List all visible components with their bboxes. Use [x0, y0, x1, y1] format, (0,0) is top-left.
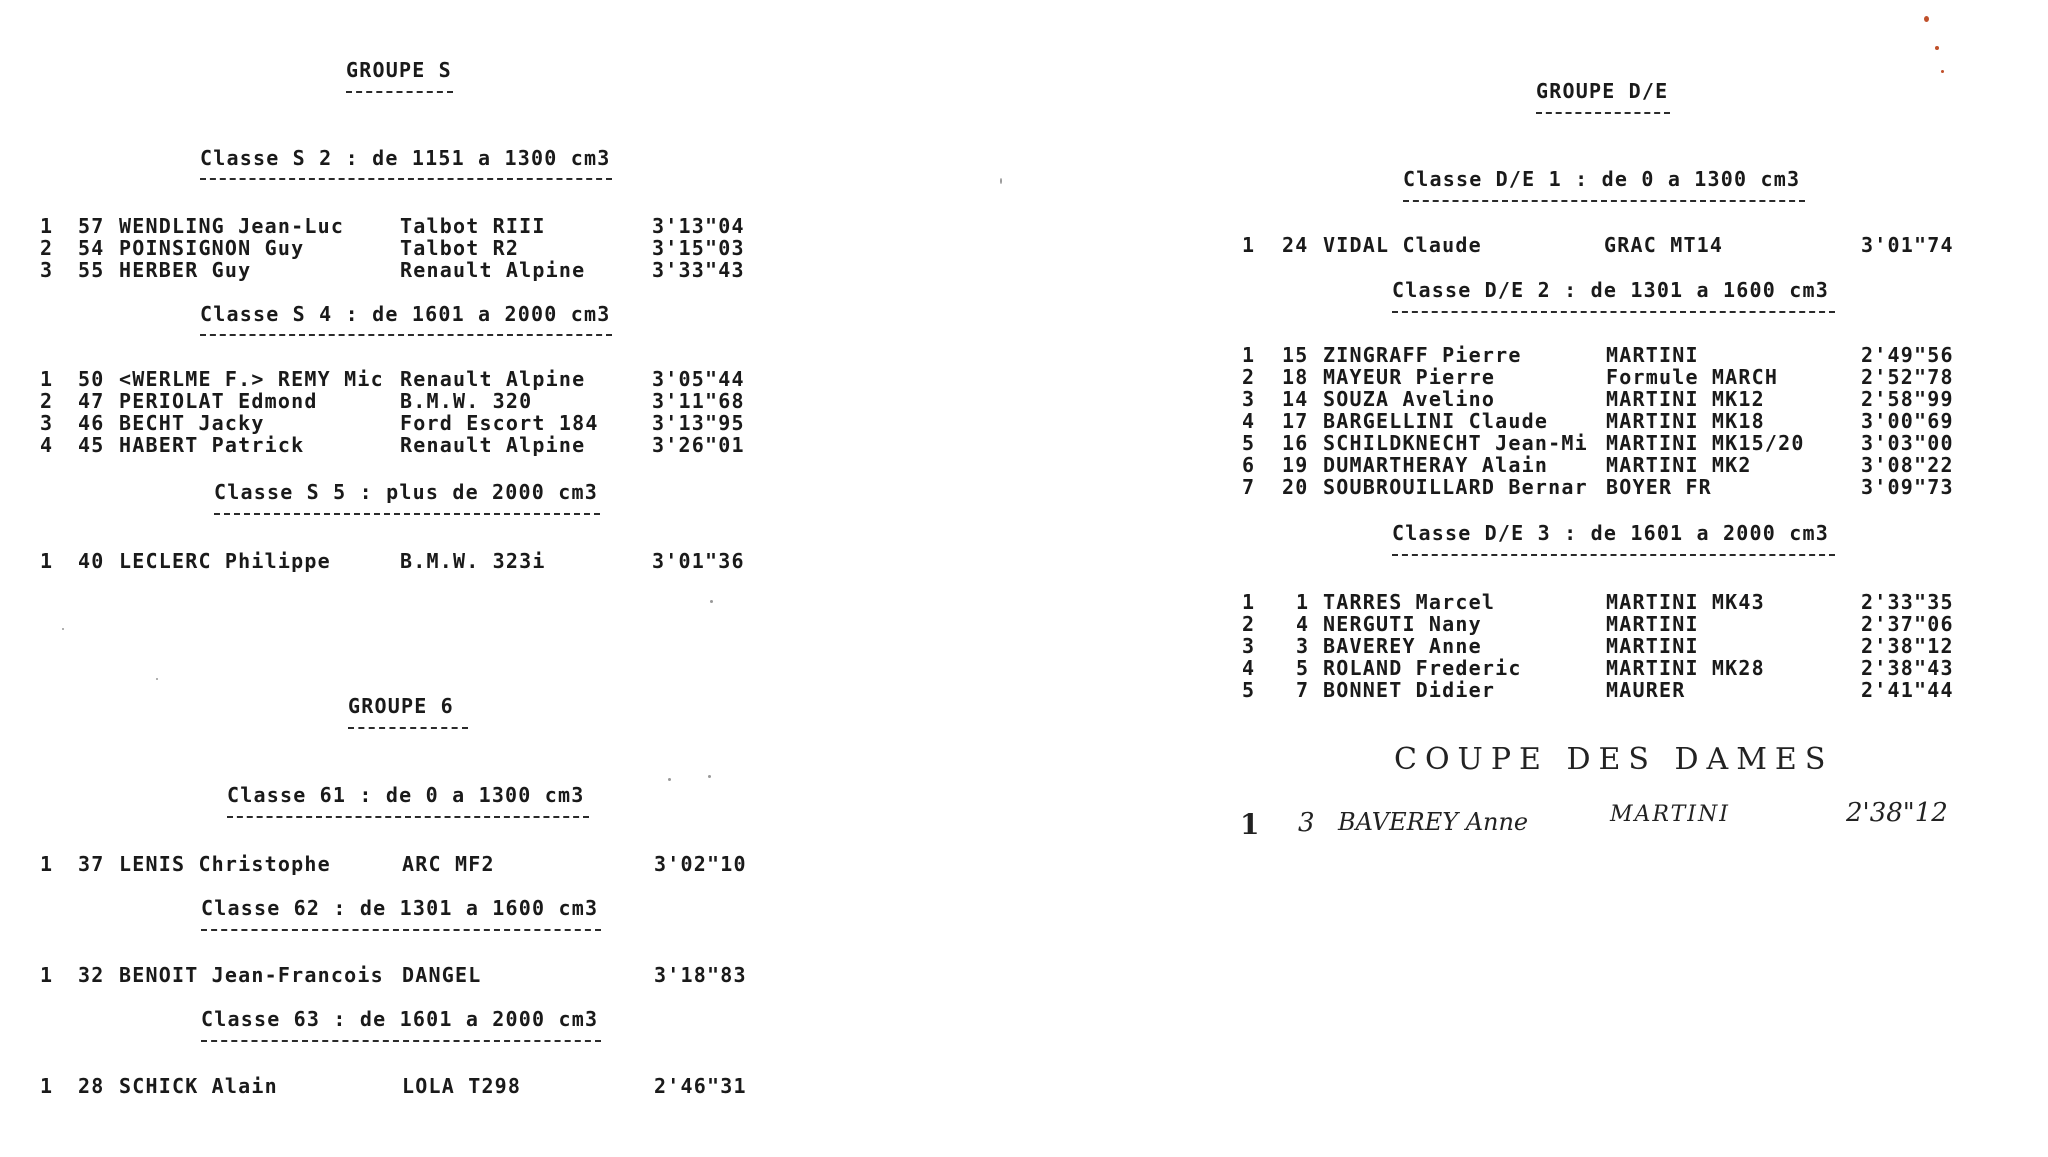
row-driver: LENIS Christophe	[119, 852, 331, 876]
row-position: 2	[40, 236, 54, 260]
row-position: 5	[1242, 678, 1256, 702]
row-time: 3'03"00	[1861, 431, 1954, 455]
row-car: GRAC MT14	[1604, 233, 1724, 257]
row-number: 46	[78, 411, 105, 435]
row-driver: HERBER Guy	[119, 258, 252, 282]
row-number: 7	[1296, 678, 1310, 702]
row-driver: ROLAND Frederic	[1323, 656, 1522, 680]
row-time: 2'38"12	[1846, 798, 1948, 828]
row-driver: MAYEUR Pierre	[1323, 365, 1496, 389]
row-driver: NERGUTI Nany	[1323, 612, 1482, 636]
row-number: 47	[78, 389, 105, 413]
class-s2-underline	[200, 178, 612, 180]
row-time: 3'08"22	[1861, 453, 1954, 477]
paper-speck	[1935, 46, 1939, 50]
class-de2-underline	[1392, 311, 1835, 313]
row-time: 3'13"04	[652, 214, 745, 238]
row-car: MARTINI MK15/20	[1606, 431, 1805, 455]
row-number: 3	[1298, 808, 1315, 838]
row-car: Formule MARCH	[1606, 365, 1779, 389]
row-car: MARTINI	[1610, 802, 1730, 827]
row-number: 55	[78, 258, 105, 282]
row-car: Renault Alpine	[400, 433, 586, 457]
row-number: 4	[1296, 612, 1310, 636]
row-position: 2	[1242, 612, 1256, 636]
class-de1-underline	[1403, 200, 1805, 202]
row-driver: PERIOLAT Edmond	[119, 389, 318, 413]
groupe-6-title: GROUPE 6	[348, 694, 454, 718]
row-number: 28	[78, 1074, 105, 1098]
row-position: 1	[40, 852, 54, 876]
row-time: 3'33"43	[652, 258, 745, 282]
row-time: 2'46"31	[654, 1074, 747, 1098]
groupe-de-title: GROUPE D/E	[1536, 79, 1669, 103]
class-61-title: Classe 61 : de 0 a 1300 cm3	[227, 783, 585, 807]
row-position: 2	[40, 389, 54, 413]
class-63-underline	[201, 1040, 601, 1042]
row-time: 2'38"43	[1861, 656, 1954, 680]
row-position: 3	[1242, 387, 1256, 411]
paper-speck	[710, 600, 713, 603]
row-driver: BARGELLINI Claude	[1323, 409, 1549, 433]
row-car: Talbot RIII	[400, 214, 546, 238]
row-car: MARTINI	[1606, 343, 1699, 367]
row-car: B.M.W. 323i	[400, 549, 546, 573]
row-car: Ford Escort 184	[400, 411, 599, 435]
row-time: 3'00"69	[1861, 409, 1954, 433]
row-time: 3'13"95	[652, 411, 745, 435]
row-number: 54	[78, 236, 105, 260]
row-number: 20	[1282, 475, 1309, 499]
groupe-6-underline	[348, 727, 468, 729]
paper-speck	[156, 678, 158, 680]
row-car: MARTINI	[1606, 612, 1699, 636]
coupe-des-dames-title: COUPE DES DAMES	[1394, 742, 1834, 777]
row-number: 1	[1296, 590, 1310, 614]
row-time: 3'15"03	[652, 236, 745, 260]
row-position: 3	[40, 411, 54, 435]
row-time: 2'38"12	[1861, 634, 1954, 658]
row-time: 3'01"74	[1861, 233, 1954, 257]
row-car: ARC MF2	[402, 852, 495, 876]
row-number: 24	[1282, 233, 1309, 257]
row-time: 3'01"36	[652, 549, 745, 573]
row-position: 7	[1242, 475, 1256, 499]
row-number: 18	[1282, 365, 1309, 389]
row-position: 4	[40, 433, 54, 457]
row-position: 1	[40, 214, 54, 238]
row-position: 1	[1242, 233, 1256, 257]
row-driver: <WERLME F.> REMY Mic	[119, 367, 384, 391]
row-number: 14	[1282, 387, 1309, 411]
row-number: 17	[1282, 409, 1309, 433]
row-time: 2'52"78	[1861, 365, 1954, 389]
row-car: MARTINI MK2	[1606, 453, 1752, 477]
row-driver: SOUBROUILLARD Bernar	[1323, 475, 1588, 499]
row-position: 5	[1242, 431, 1256, 455]
class-62-underline	[201, 929, 601, 931]
row-driver: TARRES Marcel	[1323, 590, 1496, 614]
row-position: 2	[1242, 365, 1256, 389]
class-de3-underline	[1392, 554, 1835, 556]
row-time: 2'58"99	[1861, 387, 1954, 411]
row-driver: VIDAL Claude	[1323, 233, 1482, 257]
row-driver: BONNET Didier	[1323, 678, 1496, 702]
row-time: 3'09"73	[1861, 475, 1954, 499]
groupe-s-title: GROUPE S	[346, 58, 452, 82]
row-driver: BECHT Jacky	[119, 411, 265, 435]
row-number: 50	[78, 367, 105, 391]
row-time: 2'37"06	[1861, 612, 1954, 636]
class-s5-title: Classe S 5 : plus de 2000 cm3	[214, 480, 598, 504]
row-driver: SCHICK Alain	[119, 1074, 278, 1098]
row-car: B.M.W. 320	[400, 389, 533, 413]
row-number: 37	[78, 852, 105, 876]
row-position: 1	[40, 1074, 54, 1098]
row-car: MARTINI MK12	[1606, 387, 1765, 411]
class-s2-title: Classe S 2 : de 1151 a 1300 cm3	[200, 146, 611, 170]
row-driver: ZINGRAFF Pierre	[1323, 343, 1522, 367]
row-driver: BENOIT Jean-Francois	[119, 963, 384, 987]
row-number: 19	[1282, 453, 1309, 477]
row-position: 1	[40, 963, 54, 987]
row-number: 5	[1296, 656, 1310, 680]
row-time: 2'33"35	[1861, 590, 1954, 614]
class-de2-title: Classe D/E 2 : de 1301 a 1600 cm3	[1392, 278, 1829, 302]
row-number: 57	[78, 214, 105, 238]
row-car: BOYER FR	[1606, 475, 1712, 499]
row-driver: BAVEREY Anne	[1338, 808, 1529, 836]
row-position: 3	[1242, 634, 1256, 658]
row-car: Talbot R2	[400, 236, 520, 260]
class-s5-underline	[214, 513, 600, 515]
row-driver: BAVEREY Anne	[1323, 634, 1482, 658]
row-number: 45	[78, 433, 105, 457]
row-time: 2'49"56	[1861, 343, 1954, 367]
paper-speck	[62, 628, 64, 630]
row-position: 3	[40, 258, 54, 282]
row-time: 3'05"44	[652, 367, 745, 391]
row-position: 6	[1242, 453, 1256, 477]
class-61-underline	[227, 816, 589, 818]
row-car: MARTINI MK28	[1606, 656, 1765, 680]
row-car: MAURER	[1606, 678, 1686, 702]
row-time: 3'26"01	[652, 433, 745, 457]
row-driver: DUMARTHERAY Alain	[1323, 453, 1549, 477]
row-position: 1	[1242, 590, 1256, 614]
row-driver: POINSIGNON Guy	[119, 236, 305, 260]
row-number: 16	[1282, 431, 1309, 455]
groupe-de-underline	[1536, 112, 1670, 114]
row-car: MARTINI	[1606, 634, 1699, 658]
class-63-title: Classe 63 : de 1601 a 2000 cm3	[201, 1007, 599, 1031]
row-number: 32	[78, 963, 105, 987]
row-time: 3'02"10	[654, 852, 747, 876]
row-number: 40	[78, 549, 105, 573]
row-time: 3'18"83	[654, 963, 747, 987]
row-car: MARTINI MK43	[1606, 590, 1765, 614]
row-position: 4	[1242, 656, 1256, 680]
class-62-title: Classe 62 : de 1301 a 1600 cm3	[201, 896, 599, 920]
row-car: Renault Alpine	[400, 367, 586, 391]
paper-speck	[1000, 178, 1002, 184]
paper-speck	[668, 778, 671, 781]
row-time: 2'41"44	[1861, 678, 1954, 702]
paper-speck	[708, 775, 711, 778]
row-driver: SOUZA Avelino	[1323, 387, 1496, 411]
row-position: 1	[40, 549, 54, 573]
class-de1-title: Classe D/E 1 : de 0 a 1300 cm3	[1403, 167, 1801, 191]
row-driver: SCHILDKNECHT Jean-Mi	[1323, 431, 1588, 455]
row-position: 1	[1242, 343, 1256, 367]
row-driver: WENDLING Jean-Luc	[119, 214, 345, 238]
row-time: 3'11"68	[652, 389, 745, 413]
class-de3-title: Classe D/E 3 : de 1601 a 2000 cm3	[1392, 521, 1829, 545]
class-s4-title: Classe S 4 : de 1601 a 2000 cm3	[200, 302, 611, 326]
row-number: 3	[1296, 634, 1310, 658]
row-car: LOLA T298	[402, 1074, 522, 1098]
row-driver: HABERT Patrick	[119, 433, 305, 457]
row-position: 4	[1242, 409, 1256, 433]
paper-speck	[1941, 70, 1944, 73]
row-car: DANGEL	[402, 963, 482, 987]
row-driver: LECLERC Philippe	[119, 549, 331, 573]
row-car: MARTINI MK18	[1606, 409, 1765, 433]
groupe-s-underline	[346, 91, 453, 93]
class-s4-underline	[200, 334, 612, 336]
paper-speck	[1924, 16, 1929, 22]
row-position: 1	[40, 367, 54, 391]
row-number: 15	[1282, 343, 1309, 367]
row-position: 1	[1240, 808, 1260, 841]
row-car: Renault Alpine	[400, 258, 586, 282]
